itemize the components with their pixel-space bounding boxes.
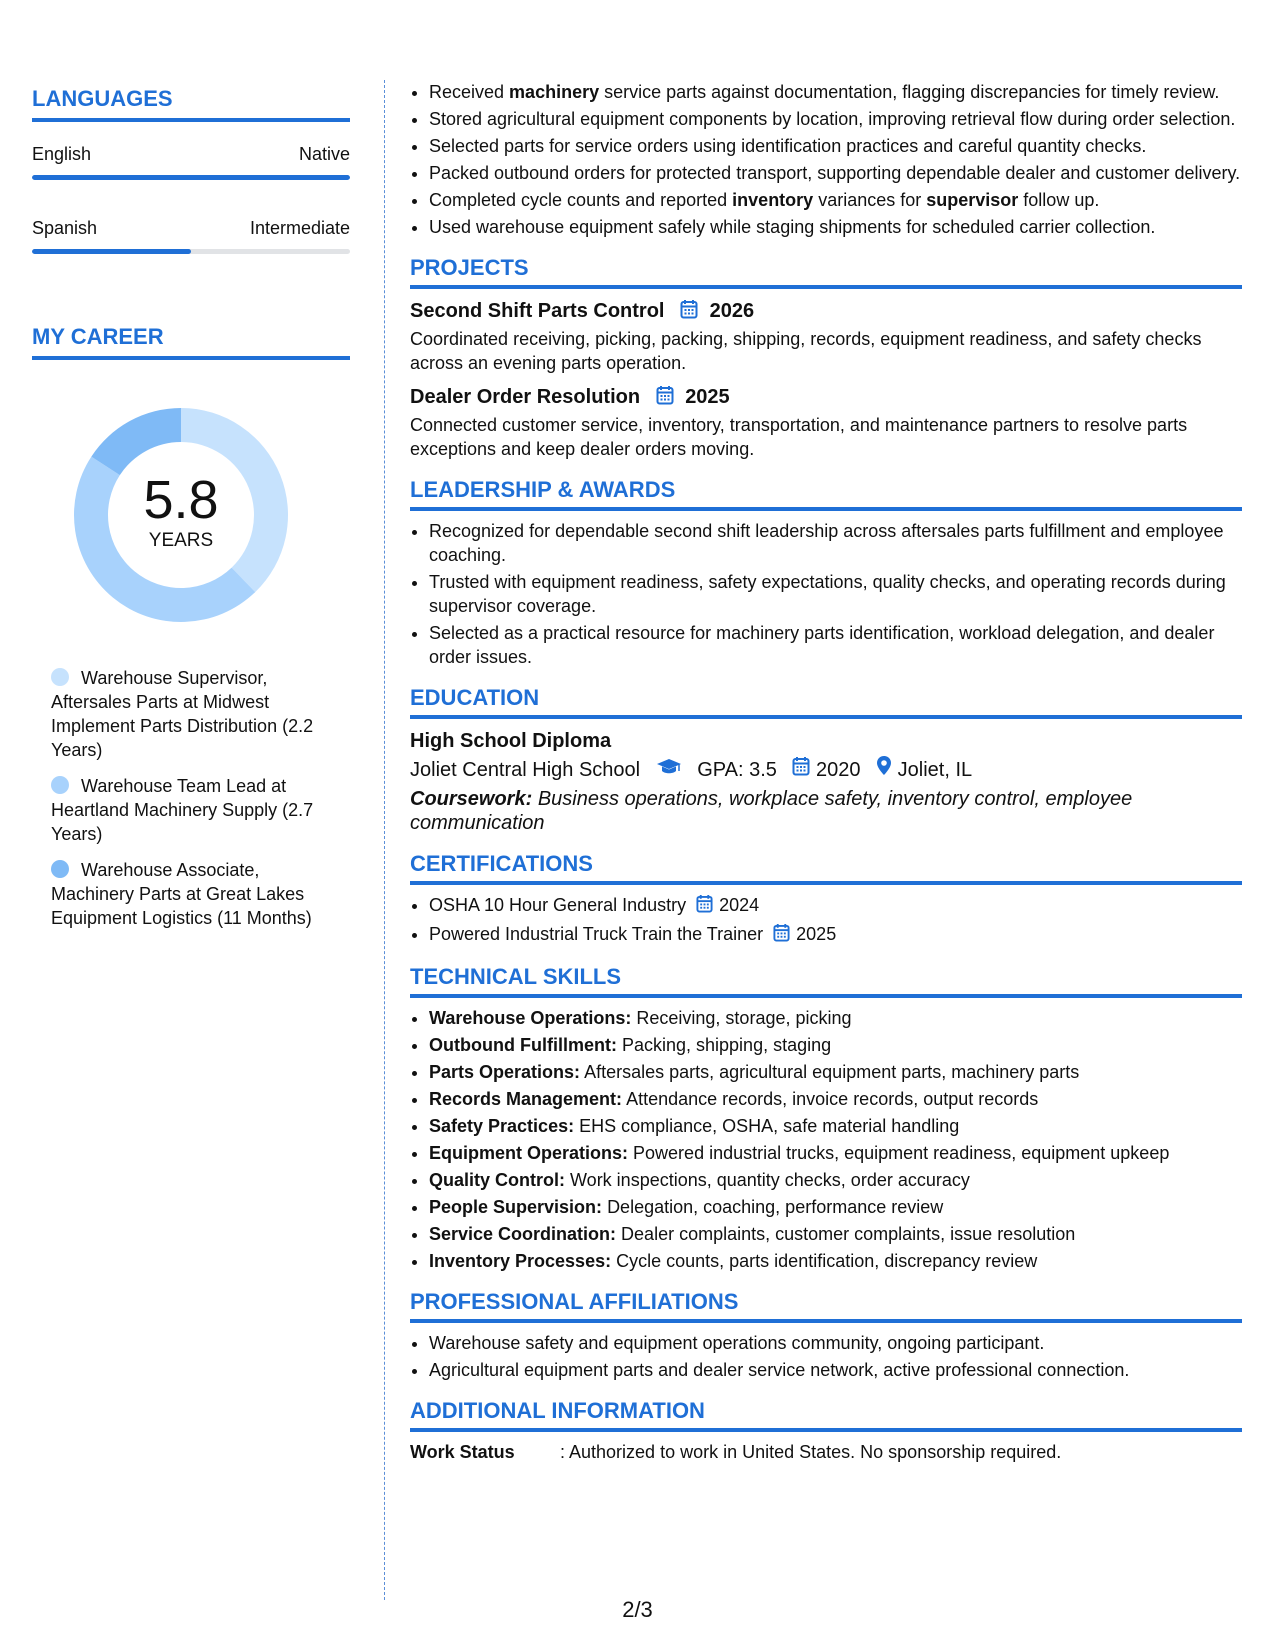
donut-slice (91, 408, 181, 475)
legend-item (51, 774, 341, 846)
projects-title: PROJECTS (410, 255, 1242, 289)
legend-label: Warehouse Supervisor, Aftersales Parts at Midwest Implement Parts Distribution (2.2 Years) (51, 668, 314, 760)
additional-title: ADDITIONAL INFORMATION (410, 1398, 1242, 1432)
calendar-icon (773, 923, 790, 948)
language-level: Native (298, 144, 350, 164)
calendar-icon (696, 894, 713, 919)
list-item: • Warehouse Operations: Receiving, storage, picking (429, 1006, 1242, 1030)
project-item (410, 297, 1242, 375)
leadership-title: LEADERSHIP & AWARDS (410, 477, 1242, 511)
project-name: Dealer Order Resolution (410, 386, 641, 408)
right-column (410, 80, 1242, 1463)
experience-bullets (410, 80, 1242, 239)
language-level: Intermediate (249, 218, 350, 238)
education-year: 2020 (816, 759, 861, 781)
calendar-icon (656, 385, 674, 413)
list-item: • Records Management: Attendance records, invoice records, output records (429, 1087, 1242, 1111)
left-column (32, 86, 350, 942)
language-item (32, 218, 350, 254)
calendar-icon (792, 755, 810, 785)
education-location: Joliet, IL (897, 759, 973, 781)
leadership-list (410, 519, 1242, 669)
additional-value: : Authorized to work in United States. No sponsorship required. (560, 1442, 1062, 1462)
coursework-label: Coursework: (410, 788, 533, 810)
additional-key: Work Status (410, 1442, 515, 1462)
list-item: • Quality Control: Work inspections, quantity checks, order accuracy (429, 1168, 1242, 1192)
project-name: Second Shift Parts Control (410, 300, 665, 322)
list-item: • Service Coordination: Dealer complaints, customer complaints, issue resolution (429, 1222, 1242, 1246)
location-pin-icon (876, 755, 892, 785)
list-item: • Stored agricultural equipment components by location, improving retrieval flow during order selection. (429, 107, 1242, 131)
list-item: • Recognized for dependable second shift leadership across aftersales parts fulfillment and employee coaching. (429, 519, 1242, 567)
additional-row (410, 1442, 1242, 1463)
education-title: EDUCATION (410, 685, 1242, 719)
language-name: Spanish (32, 218, 98, 238)
languages-title: LANGUAGES (32, 86, 350, 122)
list-item: • Powered Industrial Truck Train the Trainer 2025 (429, 922, 1242, 948)
language-proficiency-bar (32, 249, 350, 254)
list-item: • Outbound Fulfillment: Packing, shipping, staging (429, 1033, 1242, 1057)
project-description: Coordinated receiving, picking, packing, shipping, records, equipment readiness, and safety checks across an evening parts operation. (410, 329, 1202, 373)
affiliations-list (410, 1331, 1242, 1382)
project-item (410, 383, 1242, 461)
education-coursework (410, 787, 1242, 835)
education-school: Joliet Central High School (410, 759, 641, 781)
list-item: • Completed cycle counts and reported inventory variances for supervisor follow up. (429, 188, 1242, 212)
legend-dot (51, 668, 69, 686)
education-details (410, 755, 1242, 785)
list-item: • Inventory Processes: Cycle counts, parts identification, discrepancy review (429, 1249, 1242, 1273)
career-total-unit: YEARS (148, 530, 214, 551)
career-total-years: 5.8 (143, 470, 219, 530)
career-donut-chart (66, 400, 296, 630)
legend-dot (51, 776, 69, 794)
language-proficiency-fill (32, 175, 350, 180)
education-gpa: GPA: 3.5 (697, 759, 777, 781)
list-item: • Selected parts for service orders using identification practices and careful quantity checks. (429, 134, 1242, 158)
list-item: • Warehouse safety and equipment operations community, ongoing participant. (429, 1331, 1242, 1355)
legend-item (51, 858, 341, 930)
legend-dot (51, 860, 69, 878)
graduation-cap-icon (656, 755, 682, 785)
project-year: 2025 (685, 386, 730, 408)
list-item: • OSHA 10 Hour General Industry 2024 (429, 893, 1242, 919)
skills-list (410, 1006, 1242, 1273)
affiliations-title: PROFESSIONAL AFFILIATIONS (410, 1289, 1242, 1323)
language-name: English (32, 144, 92, 164)
language-item (32, 144, 350, 180)
education-degree: High School Diploma (410, 730, 612, 752)
legend-label: Warehouse Team Lead at Heartland Machinery Supply (2.7 Years) (51, 776, 314, 844)
skills-title: TECHNICAL SKILLS (410, 964, 1242, 998)
list-item: • Selected as a practical resource for machinery parts identification, workload delegation, and dealer order issues. (429, 621, 1242, 669)
list-item: • Packed outbound orders for protected transport, supporting dependable dealer and customer delivery. (429, 161, 1242, 185)
legend-label: Warehouse Associate, Machinery Parts at Great Lakes Equipment Logistics (11 Months) (51, 860, 312, 928)
legend-item (51, 666, 341, 762)
list-item: • Received machinery service parts against documentation, flagging discrepancies for timely review. (429, 80, 1242, 104)
list-item: • Used warehouse equipment safely while staging shipments for scheduled carrier collection. (429, 215, 1242, 239)
project-description: Connected customer service, inventory, transportation, and maintenance partners to resolve parts exceptions and keep dealer orders moving. (410, 415, 1188, 459)
page-number: 2/3 (622, 1597, 653, 1622)
list-item: • Trusted with equipment readiness, safety expectations, quality checks, and operating records during supervisor coverage. (429, 570, 1242, 618)
language-proficiency-fill (32, 249, 191, 254)
project-year: 2026 (709, 300, 755, 322)
certifications-title: CERTIFICATIONS (410, 851, 1242, 885)
career-title: MY CAREER (32, 324, 350, 360)
list-item: • Equipment Operations: Powered industrial trucks, equipment readiness, equipment upkeep (429, 1141, 1242, 1165)
list-item: • Safety Practices: EHS compliance, OSHA, safe material handling (429, 1114, 1242, 1138)
list-item: • Agricultural equipment parts and dealer service network, active professional connection. (429, 1358, 1242, 1382)
certifications-list (410, 893, 1242, 948)
list-item: • People Supervision: Delegation, coaching, performance review (429, 1195, 1242, 1219)
column-divider (384, 80, 385, 1600)
calendar-icon (680, 299, 698, 327)
list-item: • Parts Operations: Aftersales parts, agricultural equipment parts, machinery parts (429, 1060, 1242, 1084)
career-legend (51, 666, 341, 930)
language-proficiency-bar (32, 175, 350, 180)
coursework-value: Business operations, workplace safety, inventory control, employee communication (410, 788, 1133, 834)
